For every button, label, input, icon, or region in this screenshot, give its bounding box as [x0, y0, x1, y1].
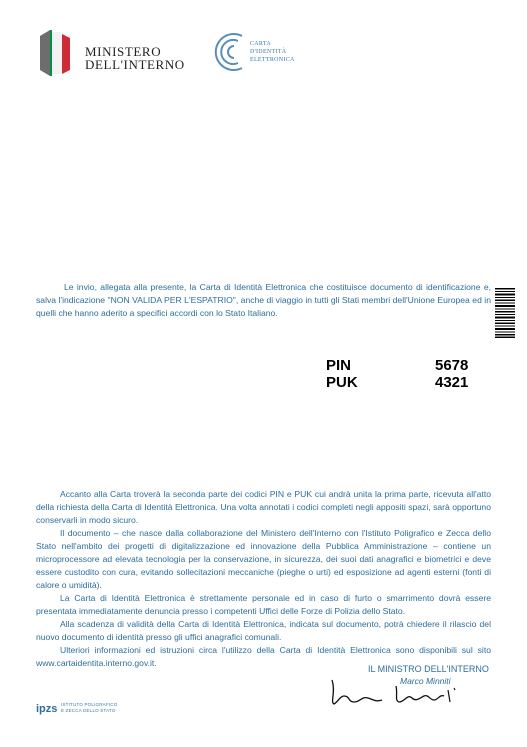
pin-label: PIN — [326, 357, 352, 374]
intro-paragraph: Le invio, allegata alla presente, la Carta di Identità Elettronica che costituisce documento di identificazione e, salva l'indicazione "NON VALIDA PER L'ESPATRIO", anche di viaggio in tutti gli Stati membri dell'Unione Europea ed in quelli che hanno aderito a specifici accordi con lo Stato Italiano. — [36, 282, 491, 318]
barcode-icon — [495, 288, 515, 338]
ministry-name-line2: DELL'INTERNO — [85, 57, 185, 72]
ipzs-logo-icon — [36, 700, 58, 715]
ipzs-line2: E ZECCA DELLO STATO — [61, 707, 116, 713]
puk-label: PUK — [326, 374, 358, 391]
pin-value: 5678 — [435, 357, 469, 374]
ministry-emblem-icon — [40, 30, 74, 76]
paragraph-codes: Accanto alla Carta troverà la seconda parte dei codici PIN e PUK cui andrà unita la prima parte, ricevuta all'atto della richiesta della Carta di Identità Elettronica. Una volta annotati i codici completi negli appositi spazi, sarà opportuno conservarli in modo sicuro. — [36, 489, 491, 525]
ipzs-line1: ISTITUTO POLIGRAFICO — [61, 702, 118, 707]
ipzs-name — [61, 702, 117, 713]
svg-text:ipzs: ipzs — [36, 703, 58, 715]
signature-icon — [326, 672, 466, 708]
cie-line1: CARTA — [250, 41, 271, 47]
cie-logo-text — [250, 40, 295, 64]
ministry-name — [85, 45, 185, 71]
ministry-name-line1: MINISTERO — [85, 44, 162, 59]
signer-name: Marco Minniti — [400, 676, 451, 686]
cie-line3: ELETTRONICA — [250, 57, 295, 63]
cie-logo-icon — [208, 30, 248, 74]
puk-value: 4321 — [435, 374, 469, 391]
paragraph-expiry: Alla scadenza di validità della Carta di Identità Elettronica, indicata sul documento, potrà chiedere il rilascio del nuovo documento di identità presso gli uffici anagrafici comunali. — [36, 619, 491, 642]
cie-line2: D'IDENTITÀ — [250, 49, 287, 55]
signer-title: IL MINISTRO DELL'INTERNO — [368, 664, 489, 674]
paragraph-theft: La Carta di Identità Elettronica è strettamente personale ed in caso di furto o smarrimento dovrà essere presentata immediatamente denuncia presso i competenti Uffici delle Forze di Polizia dello Stato. — [36, 593, 491, 616]
paragraph-document: Il documento – che nasce dalla collaborazione del Ministero dell'Interno con l'Istituto Poligrafico e Zecca dello Stato nell'ambito dei progetti di digitalizzazione ed innovazione della Pubblica Amministrazione – contiene un microprocessore ad elevata tecnologia per la conservazione, in sicurezza, dei suoi dati anagrafici e biometrici e deve essere custodito con cura, evitando sollecitazioni meccaniche (pieghe o urti) ed esposizione ad agenti esterni (fonti di calore o umidità). — [36, 528, 491, 590]
body-paragraphs — [36, 488, 491, 670]
paragraph-info: Ulteriori informazioni ed istruzioni circa l'utilizzo della Carta di Identità Elettronica sono disponibili sul sito www.cartaidentita.interno.gov.it. — [36, 645, 491, 668]
